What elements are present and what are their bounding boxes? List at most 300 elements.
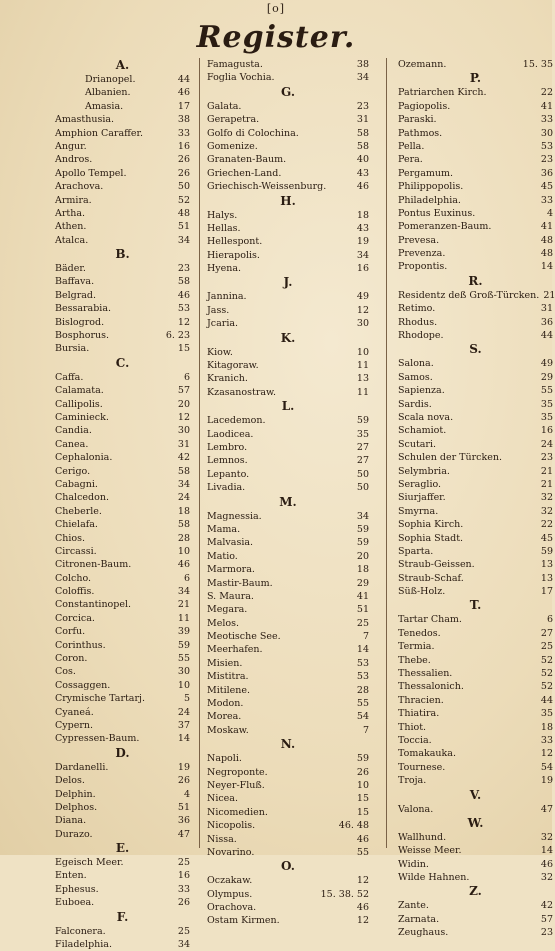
index-entry <box>55 665 190 678</box>
entry-name: Residentz deß Groß-Türcken. <box>398 289 540 301</box>
entry-page-number: 35 <box>540 411 553 423</box>
entry-name: Megara. <box>207 604 248 616</box>
entry-name: Pontus Euxinus. <box>398 207 476 219</box>
index-entry <box>398 247 553 260</box>
section-letter: G. <box>281 84 295 99</box>
entry-name: Siurjaffer. <box>398 492 446 504</box>
entry-page-number: 11 <box>356 360 369 372</box>
entry-name: Patriarchen Kirch. <box>398 87 487 99</box>
index-entry <box>398 411 553 424</box>
entry-name: Circassi. <box>55 545 97 557</box>
entry-page-number: 45 <box>540 532 553 544</box>
entry-page-number: 46 <box>356 181 369 193</box>
entry-name: Thiot. <box>398 721 427 733</box>
entry-page-number: 13 <box>540 559 553 571</box>
entry-page-number: 35 <box>540 398 553 410</box>
index-column-1 <box>55 58 190 951</box>
entry-page-number: 6. 23 <box>165 330 190 342</box>
entry-name: Citronen-Baum. <box>55 559 132 571</box>
entry-page-number: 19 <box>540 775 553 787</box>
index-entry <box>207 766 369 779</box>
entry-name: Cos. <box>55 666 76 678</box>
index-entry <box>207 657 369 670</box>
entry-page-number: 41 <box>356 590 369 602</box>
entry-page-number: 14 <box>540 845 553 857</box>
entry-name: Enten. <box>55 870 87 882</box>
entry-page-number: 10 <box>177 545 190 557</box>
section-letter: D. <box>115 745 130 760</box>
entry-name: Cypressen-Baum. <box>55 733 140 745</box>
index-entry <box>398 680 553 693</box>
entry-page-number: 7 <box>362 724 369 736</box>
index-entry <box>207 71 369 84</box>
entry-name: Belgrad. <box>55 289 97 301</box>
entry-name: Albanien. <box>85 87 131 99</box>
page-title: Register. <box>196 20 356 55</box>
entry-page-number: 16 <box>356 263 369 275</box>
index-entry <box>55 207 190 220</box>
entry-page-number: 58 <box>177 465 190 477</box>
index-entry <box>207 359 369 372</box>
entry-name: Thracien. <box>398 694 444 706</box>
entry-name: Pergamum. <box>398 167 454 179</box>
entry-page-number: 42 <box>540 900 553 912</box>
index-entry <box>207 510 369 523</box>
index-entry <box>398 371 553 384</box>
section-letter: B. <box>115 247 130 262</box>
entry-page-number: 36 <box>177 815 190 827</box>
entry-name: Schulen der Türcken. <box>398 452 502 464</box>
index-entry <box>207 304 369 317</box>
index-entry <box>55 262 190 275</box>
entry-page-number: 46. 48 <box>338 820 369 832</box>
index-entry <box>398 140 553 153</box>
index-entry <box>55 153 190 166</box>
entry-name: Amasia. <box>85 100 124 112</box>
entry-name: Prevenza. <box>398 248 446 260</box>
section-letter: T. <box>469 598 482 613</box>
entry-page-number: 46 <box>356 902 369 914</box>
index-entry <box>207 428 369 441</box>
index-entry <box>207 290 369 303</box>
entry-name: Foglia Vochia. <box>207 72 275 84</box>
entry-page-number: 10 <box>356 779 369 791</box>
entry-name: Propontis. <box>398 261 448 273</box>
entry-page-number: 26 <box>177 154 190 166</box>
entry-page-number: 11 <box>177 612 190 624</box>
entry-page-number: 52 <box>540 668 553 680</box>
entry-name: Prevesa. <box>398 234 440 246</box>
index-entry <box>55 384 190 397</box>
entry-page-number: 4 <box>183 788 190 800</box>
entry-page-number: 51 <box>177 221 190 233</box>
entry-name: Kranich. <box>207 373 248 385</box>
entry-name: Cephalonia. <box>55 452 113 464</box>
index-entry <box>398 465 553 478</box>
index-entry <box>398 167 553 180</box>
entry-page-number: 15. 35 <box>522 59 553 70</box>
index-entry <box>398 667 553 680</box>
entry-name: Sophia Stadt. <box>398 532 464 544</box>
entry-page-number: 23 <box>540 927 553 939</box>
index-entry <box>398 100 553 113</box>
index-entry <box>398 207 553 220</box>
index-entry <box>398 518 553 531</box>
index-entry <box>207 617 369 630</box>
entry-name: Hellas. <box>207 222 241 234</box>
entry-name: Zante. <box>398 900 429 912</box>
entry-name: Artha. <box>55 207 86 219</box>
entry-name: Nissa. <box>207 833 237 845</box>
index-entry <box>207 441 369 454</box>
entry-page-number: 59 <box>356 523 369 535</box>
index-entry <box>398 734 553 747</box>
index-entry <box>55 316 190 329</box>
entry-page-number: 48 <box>540 234 553 246</box>
index-entry <box>55 424 190 437</box>
entry-name: Amphion Caraffer. <box>55 127 143 139</box>
entry-name: Sophia Kirch. <box>398 519 464 531</box>
index-entry <box>398 545 553 558</box>
entry-name: Morea. <box>207 711 242 723</box>
index-entry <box>398 858 553 871</box>
index-entry <box>55 371 190 384</box>
index-entry <box>55 774 190 787</box>
index-entry <box>55 167 190 180</box>
entry-name: Pagiopolis. <box>398 100 451 112</box>
section-letter: O. <box>281 859 295 874</box>
entry-page-number: 15 <box>356 806 369 818</box>
index-entry <box>398 844 553 857</box>
entry-name: Calamata. <box>55 385 104 397</box>
entry-name: Griechen-Land. <box>207 167 282 179</box>
index-entry <box>55 732 190 745</box>
entry-name: Falconera. <box>55 925 106 937</box>
index-entry <box>207 806 369 819</box>
entry-name: Salona. <box>398 358 434 370</box>
entry-page-number: 41 <box>540 221 553 233</box>
entry-page-number: 5 <box>183 693 190 705</box>
entry-name: Negroponte. <box>207 766 268 778</box>
entry-page-number: 58 <box>356 127 369 139</box>
index-entry <box>207 643 369 656</box>
entry-page-number: 35 <box>540 708 553 720</box>
entry-page-number: 46 <box>540 858 553 870</box>
entry-page-number: 31 <box>177 438 190 450</box>
index-entry <box>207 523 369 536</box>
entry-page-number: 7 <box>362 631 369 643</box>
entry-page-number: 54 <box>540 761 553 773</box>
index-entry <box>55 585 190 598</box>
entry-page-number: 13 <box>356 373 369 385</box>
index-entry <box>55 518 190 531</box>
index-entry <box>398 558 553 571</box>
index-entry <box>55 598 190 611</box>
entry-page-number: 20 <box>177 398 190 410</box>
entry-name: Misien. <box>207 657 243 669</box>
entry-name: Andros. <box>55 154 93 166</box>
entry-name: Orachova. <box>207 902 257 914</box>
index-entry <box>207 914 369 927</box>
section-letter: K. <box>280 330 296 345</box>
entry-name: Weisse Meer. <box>398 845 462 857</box>
entry-page-number: 18 <box>540 721 553 733</box>
section-letter: H. <box>280 193 296 208</box>
index-entry <box>207 792 369 805</box>
entry-name: Jass. <box>207 304 230 316</box>
entry-page-number: 6 <box>183 572 190 584</box>
entry-name: Bislogrod. <box>55 316 105 328</box>
entry-name: Cypern. <box>55 719 94 731</box>
entry-name: Smyrna. <box>398 505 439 517</box>
entry-name: Filadelphia. <box>55 939 112 951</box>
entry-page-number: 28 <box>356 684 369 696</box>
entry-page-number: 23 <box>540 452 553 464</box>
entry-name: Sardis. <box>398 398 432 410</box>
index-entry <box>207 550 369 563</box>
index-entry <box>207 140 369 153</box>
entry-page-number: 17 <box>540 586 553 598</box>
index-entry <box>55 329 190 342</box>
entry-page-number: 30 <box>177 425 190 437</box>
entry-name: Bäder. <box>55 263 86 275</box>
index-entry <box>207 590 369 603</box>
entry-name: Thessalonich. <box>398 681 464 693</box>
entry-page-number: 27 <box>356 441 369 453</box>
entry-page-number: 59 <box>356 415 369 427</box>
entry-name: Lemnos. <box>207 455 248 467</box>
entry-page-number: 46 <box>177 87 190 99</box>
entry-name: Atalca. <box>55 234 89 246</box>
entry-name: Sparta. <box>398 545 434 557</box>
entry-page-number: 50 <box>356 482 369 494</box>
entry-name: Chalcedon. <box>55 492 109 504</box>
index-entry <box>207 100 369 113</box>
entry-name: Drianopel. <box>85 74 136 85</box>
entry-page-number: 18 <box>177 505 190 517</box>
index-entry <box>398 803 553 816</box>
entry-name: Tomakauka. <box>398 748 456 760</box>
index-entry <box>398 153 553 166</box>
entry-page-number: 34 <box>177 939 190 951</box>
entry-page-number: 48 <box>540 248 553 260</box>
entry-page-number: 21 <box>540 478 553 490</box>
entry-page-number: 52 <box>177 194 190 206</box>
entry-page-number: 41 <box>540 100 553 112</box>
index-entry <box>398 127 553 140</box>
entry-page-number: 12 <box>540 748 553 760</box>
entry-page-number: 20 <box>356 550 369 562</box>
entry-page-number: 33 <box>540 114 553 126</box>
entry-name: Matio. <box>207 550 238 562</box>
index-entry <box>55 558 190 571</box>
index-entry <box>207 58 369 71</box>
entry-name: Termia. <box>398 641 435 653</box>
entry-name: Philippopolis. <box>398 181 464 193</box>
entry-page-number: 27 <box>356 455 369 467</box>
entry-page-number: 15 <box>356 793 369 805</box>
column-divider <box>386 58 387 848</box>
index-entry <box>207 346 369 359</box>
index-entry <box>398 694 553 707</box>
entry-page-number: 13 <box>540 572 553 584</box>
entry-page-number: 31 <box>540 303 553 315</box>
index-entry <box>398 926 553 939</box>
entry-page-number: 38 <box>356 59 369 70</box>
index-entry <box>55 532 190 545</box>
entry-page-number: 59 <box>177 639 190 651</box>
index-entry <box>55 801 190 814</box>
entry-name: Galata. <box>207 100 242 112</box>
entry-name: Gerapetra. <box>207 114 260 126</box>
index-entry <box>55 883 190 896</box>
entry-name: Malvasia. <box>207 537 254 549</box>
entry-name: Canea. <box>55 438 89 450</box>
index-entry <box>55 180 190 193</box>
index-entry <box>55 572 190 585</box>
entry-name: Laodicea. <box>207 428 254 440</box>
entry-page-number: 49 <box>356 291 369 303</box>
index-entry <box>55 545 190 558</box>
entry-name: Wilde Hahnen. <box>398 872 470 884</box>
index-entry <box>398 627 553 640</box>
entry-page-number: 21 <box>177 599 190 611</box>
index-entry <box>207 846 369 859</box>
index-entry <box>398 220 553 233</box>
index-entry <box>55 234 190 247</box>
section-letter: A. <box>115 58 130 72</box>
section-letter: V. <box>469 787 482 802</box>
index-entry <box>55 612 190 625</box>
index-entry <box>55 925 190 938</box>
entry-page-number: 32 <box>540 872 553 884</box>
entry-page-number: 51 <box>356 604 369 616</box>
entry-name: Thessalien. <box>398 668 453 680</box>
index-entry <box>55 73 190 86</box>
entry-page-number: 22 <box>540 519 553 531</box>
entry-name: Toccia. <box>398 734 432 746</box>
entry-page-number: 16 <box>177 140 190 152</box>
index-entry <box>55 289 190 302</box>
entry-name: Apollo Tempel. <box>55 167 127 179</box>
index-entry <box>207 724 369 737</box>
entry-page-number: 15. 38. 52 <box>320 888 369 900</box>
index-entry <box>398 640 553 653</box>
entry-page-number: 45 <box>540 181 553 193</box>
index-entry <box>55 113 190 126</box>
entry-name: Nicopolis. <box>207 820 256 832</box>
entry-name: Mistitra. <box>207 671 249 683</box>
index-entry <box>398 329 553 342</box>
entry-name: Halys. <box>207 209 238 221</box>
entry-page-number: 58 <box>356 140 369 152</box>
entry-name: Chielafa. <box>55 519 98 531</box>
index-entry <box>207 833 369 846</box>
index-entry <box>55 896 190 909</box>
entry-page-number: 14 <box>356 644 369 656</box>
entry-name: Hierapolis. <box>207 249 260 261</box>
entry-name: Pera. <box>398 154 423 166</box>
section-letter: C. <box>115 355 130 370</box>
entry-page-number: 40 <box>356 154 369 166</box>
entry-page-number: 50 <box>177 181 190 193</box>
index-entry <box>398 491 553 504</box>
entry-name: Meerhafen. <box>207 644 263 656</box>
index-entry <box>398 505 553 518</box>
entry-name: Napoli. <box>207 753 242 765</box>
section-letter: Z. <box>469 884 482 899</box>
index-entry <box>207 697 369 710</box>
entry-name: Bursia. <box>55 343 90 355</box>
entry-name: Süß-Holz. <box>398 586 446 598</box>
entry-name: Livadia. <box>207 482 246 494</box>
entry-page-number: 30 <box>177 666 190 678</box>
entry-name: Pella. <box>398 140 425 152</box>
entry-page-number: 12 <box>177 316 190 328</box>
entry-page-number: 19 <box>177 761 190 773</box>
entry-page-number: 25 <box>540 641 553 653</box>
entry-page-number: 26 <box>177 775 190 787</box>
entry-page-number: 16 <box>540 425 553 437</box>
entry-page-number: 36 <box>540 316 553 328</box>
entry-name: Delphos. <box>55 801 98 813</box>
index-entry <box>207 167 369 180</box>
entry-page-number: 38 <box>177 114 190 126</box>
entry-page-number: 55 <box>356 846 369 858</box>
index-entry <box>55 788 190 801</box>
entry-name: Schamiot. <box>398 425 447 437</box>
index-entry <box>207 874 369 887</box>
entry-page-number: 28 <box>177 532 190 544</box>
entry-page-number: 23 <box>177 263 190 275</box>
entry-page-number: 16 <box>177 870 190 882</box>
entry-page-number: 23 <box>356 100 369 112</box>
entry-name: Tartar Cham. <box>398 614 462 626</box>
entry-page-number: 12 <box>356 915 369 927</box>
index-entry <box>398 654 553 667</box>
entry-page-number: 33 <box>540 734 553 746</box>
index-entry <box>207 684 369 697</box>
entry-page-number: 34 <box>177 478 190 490</box>
entry-name: Neyer-Fluß. <box>207 779 265 791</box>
entry-page-number: 34 <box>356 72 369 84</box>
entry-name: Lacedemon. <box>207 415 266 427</box>
index-entry <box>207 710 369 723</box>
entry-name: Durazo. <box>55 828 93 840</box>
index-entry <box>55 814 190 827</box>
entry-name: Meotische See. <box>207 631 281 643</box>
entry-page-number: 34 <box>356 249 369 261</box>
entry-name: Bessarabia. <box>55 303 112 315</box>
entry-page-number: 32 <box>540 831 553 843</box>
entry-page-number: 24 <box>177 492 190 504</box>
entry-name: Cerigo. <box>55 465 91 477</box>
entry-page-number: 54 <box>356 711 369 723</box>
index-entry <box>398 747 553 760</box>
entry-name: Mitilene. <box>207 684 251 696</box>
entry-page-number: 47 <box>177 828 190 840</box>
entry-page-number: 50 <box>356 468 369 480</box>
entry-page-number: 12 <box>356 304 369 316</box>
entry-name: Cossaggen. <box>55 679 111 691</box>
entry-page-number: 59 <box>356 537 369 549</box>
entry-name: Philadelphia. <box>398 194 461 206</box>
entry-name: Angur. <box>55 140 87 152</box>
entry-page-number: 53 <box>356 657 369 669</box>
entry-name: Granaten-Baum. <box>207 154 287 166</box>
entry-page-number: 44 <box>177 74 190 85</box>
entry-page-number: 57 <box>540 913 553 925</box>
